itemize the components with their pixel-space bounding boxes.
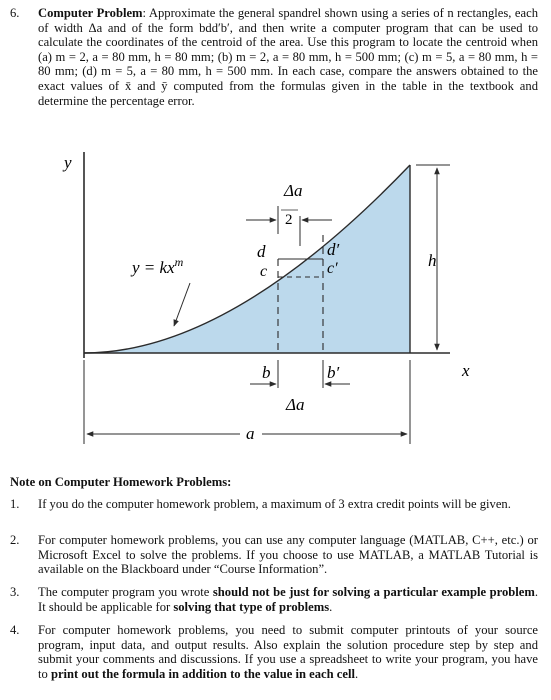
note-number: 4.	[10, 623, 20, 637]
half-width-denominator: 2	[285, 212, 293, 228]
label-d: d	[257, 242, 266, 261]
x-axis-label: x	[462, 361, 470, 380]
delta-a-bottom: Δa	[286, 395, 305, 414]
y-axis-label: y	[64, 153, 72, 172]
label-d-prime: d′	[327, 240, 340, 259]
label-c: c	[260, 263, 268, 280]
label-a: a	[246, 424, 255, 443]
delta-a-top: Δa	[284, 181, 303, 200]
spandrel-figure	[40, 148, 510, 468]
note-number: 1.	[10, 497, 20, 511]
note-text-part: .	[354, 666, 359, 681]
note-text-part: .	[329, 599, 333, 614]
note-text-part: For computer homework problems, you need to submit computer printouts of your source program, input data, and output results. Also explain the solution procedure step by step and submit your comments and discussions. If you use a spreadsheet to write your program, you have to	[38, 623, 538, 681]
problem-title: Computer Problem	[38, 6, 143, 20]
notes-title: Note on Computer Homework Problems:	[10, 475, 232, 489]
label-c-prime: c′	[327, 260, 338, 277]
note-text-part: . It should be applicable for	[38, 585, 539, 614]
note-text-part: The computer program you wrote	[38, 585, 213, 599]
note-bold-part: should not be just for solving a particular example problem	[212, 585, 535, 599]
problem-title-colon: :	[142, 6, 149, 20]
note-text: If you do the computer homework problem, a maximum of 3 extra credit points will be given.	[38, 497, 511, 511]
note-number: 2.	[10, 533, 20, 547]
note-bold-part: solving that type of problems	[173, 599, 330, 614]
label-h: h	[428, 251, 437, 270]
note-text	[38, 623, 538, 681]
problem-number: 6.	[10, 6, 20, 20]
problem-text	[38, 6, 538, 108]
note-number: 3.	[10, 585, 20, 599]
problem-body: Approximate the general spandrel shown using a series of n rectangles, each of width Δa and of the form bdd′b′, and then write a computer program that can be used to calculate the coordinates of the centroid of the area. Use this program to locate the centroid when (a) m = 2, a = 80 mm, h = 80 mm; (b) m = 2, a = 80 mm, h = 500 mm; (c) m = 5, a = 80 mm, h = 80 mm; (d) m = 5, a = 80 mm, h = 500 mm. In each case, compare the answers obtained to the exact values of x̄ and ȳ computed from the formulas given in the table in the textbook and determine the percentage error.	[38, 6, 538, 108]
curve-leader	[174, 283, 190, 326]
label-b-prime: b′	[327, 363, 340, 382]
note-text	[38, 585, 538, 614]
note-bold-part: print out the formula in addition to the value in each cell	[50, 666, 355, 681]
label-b: b	[262, 363, 271, 382]
note-text: For computer homework problems, you can use any computer language (MATLAB, C++, etc.) or Microsoft Excel to solve the problems. If you choose to use MATLAB, a MATLAB Tutorial is available on the Blackboard under “Course Information”.	[38, 533, 538, 577]
curve-label: $y = kx^m$	[132, 255, 184, 277]
